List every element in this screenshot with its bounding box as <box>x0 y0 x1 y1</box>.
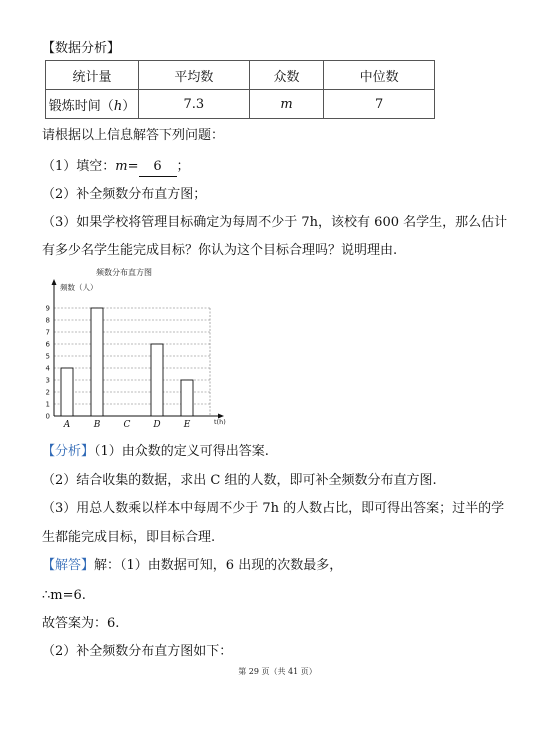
median-value: 7 <box>324 90 435 119</box>
table-row <box>46 90 435 119</box>
histogram-bar <box>91 308 103 416</box>
statistics-table <box>45 60 435 119</box>
y-tick-label: 2 <box>45 388 50 397</box>
solution-paragraph-4: （2）补全频数分布直方图如下： <box>42 644 233 659</box>
histogram-chart <box>38 266 228 442</box>
analysis-paragraph-2: （2）结合收集的数据，求出 C 组的人数，即可补全频数分布直方图. <box>42 473 437 488</box>
histogram-bar <box>181 380 193 416</box>
y-axis-arrow <box>52 279 57 285</box>
y-tick-label: 7 <box>45 328 50 337</box>
solution-paragraph-2: ∴m=6. <box>42 588 86 603</box>
y-tick-label: 9 <box>45 304 50 313</box>
y-tick-label: 1 <box>45 400 50 409</box>
x-tick-label: D <box>153 420 161 430</box>
solution-paragraph-1: 【解答】解：（1）由数据可知，6 出现的次数最多， <box>42 558 343 573</box>
y-tick-label: 5 <box>45 352 50 361</box>
y-axis-label: 频数（人） <box>60 283 98 292</box>
question-3-line-1: （3）如果学校将管理目标确定为每周不少于 7h，该校有 600 名学生，那么估计 <box>42 215 508 230</box>
x-tick-label: C <box>123 420 131 430</box>
question-2: （2）补全频数分布直方图； <box>42 187 207 202</box>
analysis-tag: 【分析】 <box>42 444 95 459</box>
section-title: 【数据分析】 <box>42 41 121 56</box>
analysis-paragraph-3-line-1: （3）用总人数乘以样本中每周不少于 7h 的人数占比，即可得出答案；过半的学 <box>42 501 505 516</box>
y-tick-label: 8 <box>45 316 50 325</box>
question-intro: 请根据以上信息解答下列问题： <box>42 128 225 143</box>
histogram-bar <box>151 344 163 416</box>
x-axis-label: t(h) <box>214 418 226 426</box>
table-header-cell: 中位数 <box>324 61 435 90</box>
question-1: （1）填空：m= 6 ； <box>42 158 190 177</box>
x-tick-label: E <box>183 420 191 430</box>
chart-title: 频数分布直方图 <box>96 268 152 277</box>
x-tick-label: B <box>93 420 101 430</box>
page-footer: 第 29 页（共 41 页） <box>238 667 317 676</box>
y-tick-label: 6 <box>45 340 50 349</box>
table-header-cell: 统计量 <box>46 61 139 90</box>
y-tick-label: 0 <box>45 412 50 421</box>
fill-blank-answer: 6 <box>139 158 177 177</box>
table-header-row <box>46 61 435 90</box>
y-tick-label: 3 <box>45 376 50 385</box>
analysis-paragraph-1: 【分析】（1）由众数的定义可得出答案. <box>42 444 269 459</box>
histogram-svg <box>38 266 228 438</box>
mode-value: m <box>249 90 324 119</box>
y-tick-label: 4 <box>45 364 50 373</box>
mean-value: 7.3 <box>139 90 250 119</box>
table-header-cell: 众数 <box>249 61 324 90</box>
table-header-cell: 平均数 <box>139 61 250 90</box>
x-tick-label: A <box>63 420 71 430</box>
row-label: 锻炼时间（h） <box>46 90 139 119</box>
question-3-line-2: 有多少名学生能完成目标？你认为这个目标合理吗？说明理由. <box>42 243 398 258</box>
solution-tag: 【解答】 <box>42 558 95 573</box>
analysis-paragraph-3-line-2: 生都能完成目标，即目标合理. <box>42 530 216 545</box>
solution-paragraph-3: 故答案为：6. <box>42 616 120 631</box>
histogram-bar <box>61 368 73 416</box>
